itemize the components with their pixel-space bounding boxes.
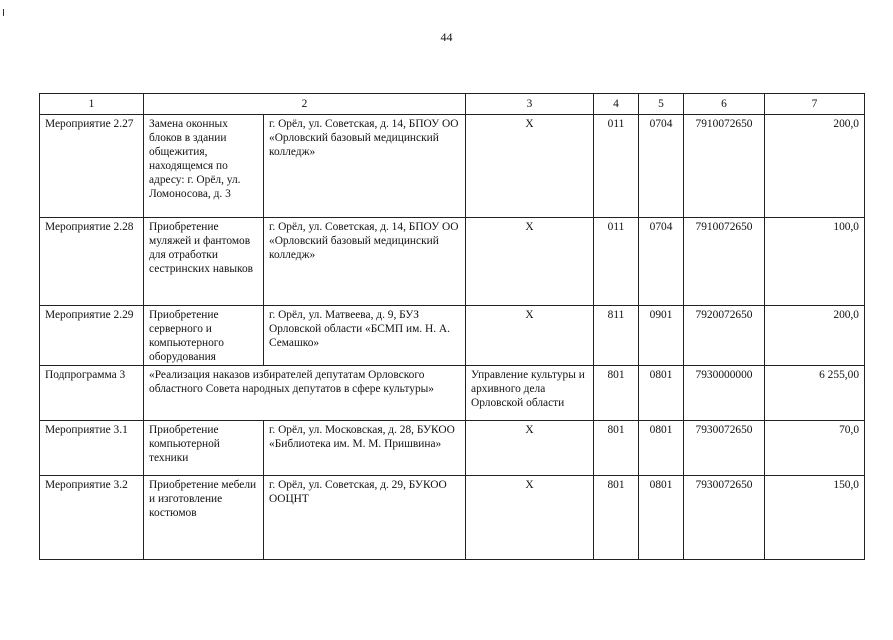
header-cell-7: 7 [765, 94, 865, 115]
executor-cell: Х [466, 476, 594, 560]
code-cell: 801 [594, 421, 639, 476]
event-address: г. Орёл, ул. Советская, д. 14, БПОУ ОО «Орловский базовый медицинский колледж» [264, 218, 466, 306]
target-code-cell: 7910072650 [684, 115, 765, 218]
event-address: г. Орёл, ул. Советская, д. 29, БУКОО ООЦНТ [264, 476, 466, 560]
amount-cell: 150,0 [765, 476, 865, 560]
code-cell: 011 [594, 115, 639, 218]
header-cell-6: 6 [684, 94, 765, 115]
subprogram-text: «Реализация наказов избирателей депутатам Орловского областного Совета народных депутатов в сфере культуры» [144, 366, 466, 421]
section-cell: 0801 [639, 421, 684, 476]
table-row [40, 366, 865, 421]
table-row [40, 421, 865, 476]
amount-cell: 70,0 [765, 421, 865, 476]
header-cell-2: 2 [144, 94, 466, 115]
table-row [40, 115, 865, 218]
target-code-cell: 7930072650 [684, 476, 765, 560]
target-code-cell: 7920072650 [684, 306, 765, 366]
section-cell: 0704 [639, 115, 684, 218]
event-name: Мероприятие 2.27 [40, 115, 144, 218]
event-name: Мероприятие 3.2 [40, 476, 144, 560]
executor-cell: Х [466, 115, 594, 218]
event-name: Мероприятие 2.28 [40, 218, 144, 306]
code-cell: 011 [594, 218, 639, 306]
section-cell: 0801 [639, 366, 684, 421]
amount-cell: 6 255,00 [765, 366, 865, 421]
code-cell: 811 [594, 306, 639, 366]
header-cell-4: 4 [594, 94, 639, 115]
event-address: г. Орёл, ул. Московская, д. 28, БУКОО «Библиотека им. М. М. Пришвина» [264, 421, 466, 476]
target-code-cell: 7930072650 [684, 421, 765, 476]
code-cell: 801 [594, 366, 639, 421]
budget-table [39, 93, 865, 560]
target-code-cell: 7910072650 [684, 218, 765, 306]
amount-cell: 200,0 [765, 306, 865, 366]
header-cell-5: 5 [639, 94, 684, 115]
section-cell: 0801 [639, 476, 684, 560]
event-description: Замена оконных блоков в здании общежития, находящемся по адресу: г. Орёл, ул. Ломоносова, д. 3 [144, 115, 264, 218]
event-name: Мероприятие 2.29 [40, 306, 144, 366]
code-cell: 801 [594, 476, 639, 560]
executor-cell: Х [466, 421, 594, 476]
section-cell: 0704 [639, 218, 684, 306]
event-description: Приобретение серверного и компьютерного оборудования [144, 306, 264, 366]
executor-cell: Х [466, 306, 594, 366]
executor-cell: Управление культуры и архивного дела Орловской области [466, 366, 594, 421]
table-row [40, 476, 865, 560]
header-row [40, 94, 865, 115]
executor-cell: Х [466, 218, 594, 306]
subprogram-name: Подпрограмма 3 [40, 366, 144, 421]
scan-mark [3, 9, 4, 16]
event-name: Мероприятие 3.1 [40, 421, 144, 476]
event-description: Приобретение компьютерной техники [144, 421, 264, 476]
page-number: 44 [440, 30, 453, 44]
header-cell-3: 3 [466, 94, 594, 115]
amount-cell: 200,0 [765, 115, 865, 218]
event-address: г. Орёл, ул. Советская, д. 14, БПОУ ОО «Орловский базовый медицинский колледж» [264, 115, 466, 218]
event-description: Приобретение мебели и изготовление костюмов [144, 476, 264, 560]
event-address: г. Орёл, ул. Матвеева, д. 9, БУЗ Орловской области «БСМП им. Н. А. Семашко» [264, 306, 466, 366]
section-cell: 0901 [639, 306, 684, 366]
header-cell-1: 1 [40, 94, 144, 115]
event-description: Приобретение муляжей и фантомов для отработки сестринских навыков [144, 218, 264, 306]
table-row [40, 218, 865, 306]
table-row [40, 306, 865, 366]
amount-cell: 100,0 [765, 218, 865, 306]
target-code-cell: 7930000000 [684, 366, 765, 421]
